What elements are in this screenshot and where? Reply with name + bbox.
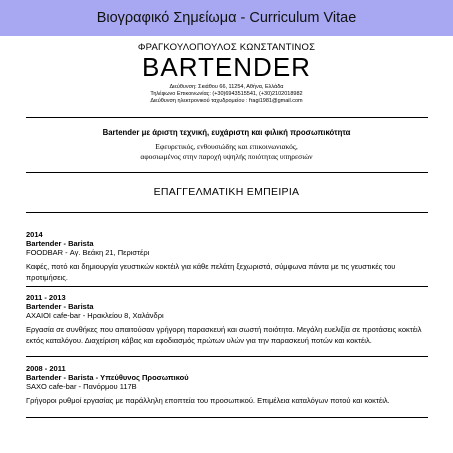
divider (26, 117, 428, 118)
job-description: Εργασία σε συνθήκες που απαιτούσαν γρήγορη παρασκευή και σωστή ποιότητα. Μεγάλη ευελιξία σε προτάσεις κοκτέιλ εκτός καταλόγου. Διαχείριση κάβας και εφοδιασμός πρώτων υλών για την παρασκευή ποτών και κοκτέιλ. (26, 325, 422, 345)
job-entry (26, 364, 430, 407)
job-entry (26, 293, 430, 346)
job-years: 2014 (26, 230, 43, 239)
profile-line-2: αφοσιωμένος στην παροχή υψηλής ποιότητας υπηρεσιών (140, 152, 313, 161)
job-company: SAXO cafe-bar - Πανόρμου 117Β (26, 382, 137, 391)
contact-address: Διεύθυνση: Σκιάθου 66, 11254, Αθήνα, Ελλάδα (169, 84, 284, 90)
profile-headline: Bartender με άριστη τεχνική, ευχάριστη και φιλική προσωπικότητα (102, 128, 351, 137)
divider (26, 356, 428, 357)
title-banner (0, 0, 453, 36)
divider (26, 172, 428, 173)
job-years: 2008 - 2011 (26, 364, 66, 373)
job-company: FOODBAR - Αγ. Βεάκη 21, Περιστέρι (26, 248, 150, 257)
divider (26, 417, 428, 418)
contact-phone: Τηλέφωνο Επικοινωνίας: (+30)6943515541, (+30)2102018982 (150, 91, 303, 97)
job-description: Καφές, ποτό και δημιουργία γευστικών κοκτέιλ για κάθε πελάτη ξεχωριστά, σύμφωνα πάντα με τις γευστικές του προτιμήσεις. (26, 262, 396, 282)
job-description: Γρήγοροι ρυθμοί εργασίας με παράλληλη εποπτεία του προσωπικού. Επιμέλεια καταλόγων ποτού και κοκτέιλ. (26, 396, 390, 405)
contact-email: Διεύθυνση ηλεκτρονικού ταχυδρομείου : fragi1981@gmail.com (150, 98, 303, 104)
candidate-name: ΦΡΑΓΚΟΥΛΟΠΟΥΛΟΣ ΚΩΝΣΤΑΝΤΙΝΟΣ (137, 42, 316, 53)
banner-title: Βιογραφικό Σημείωμα - Curriculum Vitae (96, 10, 357, 26)
divider (26, 286, 428, 287)
divider (26, 212, 428, 213)
job-role: Bartender - Barista - Υπεύθυνος Προσωπικού (26, 373, 189, 382)
job-entry (26, 230, 430, 283)
section-title-experience: ΕΠΑΓΓΕΛΜΑΤΙΚΗ ΕΜΠΕΙΡΙΑ (153, 186, 300, 198)
job-title: BARTENDER (142, 52, 311, 82)
profile-line-1: Εφευρετικός, ενθουσιώδης και επικοινωνιακός, (155, 142, 298, 151)
job-role: Bartender - Barista (26, 239, 94, 248)
job-years: 2011 - 2013 (26, 293, 66, 302)
job-role: Bartender - Barista (26, 302, 94, 311)
job-company: AXAIOI cafe-bar - Ηρακλείου 8, Χαλάνδρι (26, 311, 164, 320)
